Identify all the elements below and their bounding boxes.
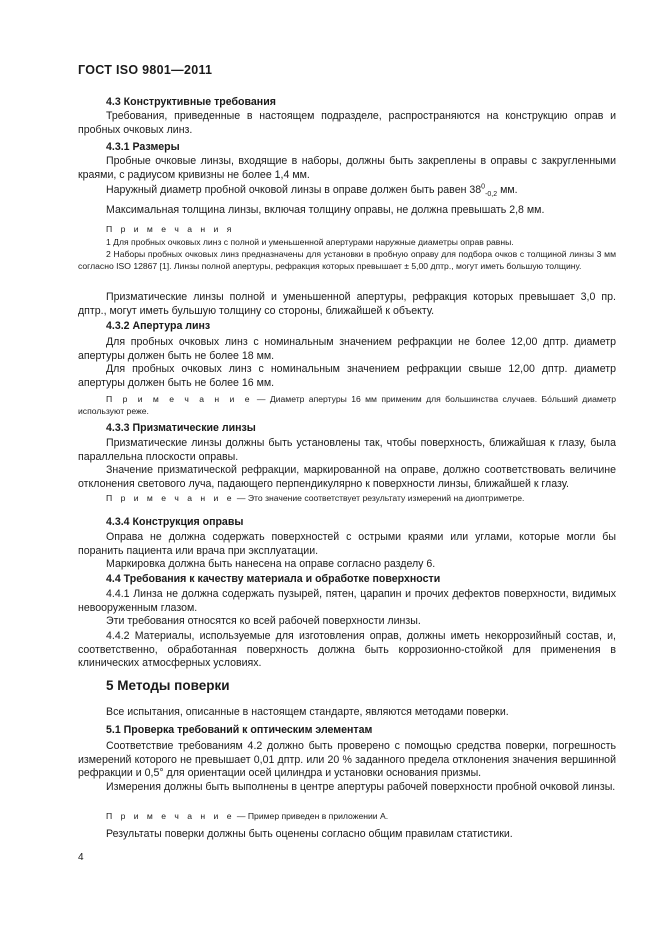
section-4-3-3-text-2: Значение призматической рефракции, маркированной на оправе, должно соответствовать величине отклонения светового луча, падающего перпендикулярно к поверхности линзы, ближайшей к глазу. (78, 464, 616, 490)
section-4-3-1-text-2: Наружный диаметр пробной очковой линзы в оправе должен быть равен $38^0_{-0,2}$ мм. (106, 183, 518, 199)
section-4-4-1-text-2: Эти требования относятся ко всей рабочей поверхности линзы. (106, 615, 421, 627)
section-4-3-4-text-1: Оправа не должна содержать поверхностей с острыми краями или углами, которые могли бы поранить пациента или врача при эксплуатации. (78, 531, 616, 557)
note-example: П р и м е ч а н и е — Пример приведен в приложении А. (106, 811, 389, 821)
section-4-4-1-text: 4.4.1 Линза не должна содержать пузырей, пятен, царапин и прочих дефектов поверхности, видимых невооруженным глазом. (78, 588, 616, 614)
section-4-3-1-text-1: Пробные очковые линзы, входящие в наборы, должны быть закреплены в оправы с закругленными краями, с радиусом кривизны не более 1,4 мм. (78, 155, 616, 181)
section-4-3-4-text-2: Маркировка должна быть нанесена на оправе согласно разделу 6. (106, 558, 436, 570)
section-4-3-4-heading: 4.3.4 Конструкция оправы (106, 516, 244, 528)
section-4-3-2-text-1: Для пробных очковых линз с номинальным значением рефракции не более 12,00 дптр. диаметр апертуры должен быть не более 18 мм. (78, 336, 616, 362)
section-4-3-2-text-2: Для пробных очковых линз с номинальным значением рефракции свыше 12,00 дптр. диаметр апертуры должен быть не более 16 мм. (78, 363, 616, 389)
section-4-3-1-text-3: Максимальная толщина линзы, включая толщину оправы, не должна превышать 2,8 мм. (106, 204, 545, 216)
section-4-3-3-heading: 4.3.3 Призматические линзы (106, 422, 256, 434)
section-4-3-2-heading: 4.3.2 Апертура линз (106, 320, 211, 332)
note-1: 1 Для пробных очковых линз с полной и уменьшенной апертурами наружные диаметры оправ равны. (106, 237, 514, 247)
section-5-heading: 5 Методы поверки (106, 678, 230, 693)
section-4-3-1-heading: 4.3.1 Размеры (106, 141, 180, 153)
note-prism: П р и м е ч а н и е — Это значение соответствует результату измерений на диоптриметре. (106, 493, 525, 503)
section-5-1-text-3: Результаты поверки должны быть оценены согласно общим правилам статистики. (106, 828, 513, 840)
section-4-3-1-text-4: Призматические линзы полной и уменьшенной апертуры, рефракция которых превышает 3,0 пр. дптр., могут иметь бульшую толщину со стороны, ближайшей к объекту. (78, 291, 616, 317)
standard-header: ГОСТ ISO 9801—2011 (78, 63, 213, 77)
section-4-3-3-text-1: Призматические линзы должны быть установлены так, чтобы поверхность, ближайшая к глазу, была параллельна плоскости оправы. (78, 437, 616, 463)
note-2: 2 Наборы пробных очковых линз предназначены для установки в пробную оправу для подбора очков с толщиной линзы 3 мм согласно ISO 12867 [1]. Линзы полной апертуры, рефракция которых превышает ± 5,00 дптр., могут иметь большую толщину. (78, 249, 616, 272)
section-5-1-text-2: Измерения должны быть выполнены в центре апертуры рабочей поверхности пробной очковой линзы. (106, 781, 616, 793)
note-aperture: П р и м е ч а н и е — Диаметр апертуры 16 мм применим для большинства случаев. Бо́льший диаметр используют реже. (78, 394, 616, 417)
section-5-text: Все испытания, описанные в настоящем стандарте, являются методами поверки. (106, 706, 509, 718)
page-number: 4 (78, 852, 84, 863)
section-4-3-text: Требования, приведенные в настоящем подразделе, распространяются на конструкцию оправ и пробных очковых линз. (78, 110, 616, 136)
section-5-1-heading: 5.1 Проверка требований к оптическим элементам (106, 724, 373, 736)
section-5-1-text-1: Соответствие требованиям 4.2 должно быть проверено с помощью средства поверки, погрешность измерений которого не превышает 0,01 дптр. или 20 % заданного предела отклонения значения вершинной рефракции и 0,5° для ориентации осей цилиндра и установки основания призмы. (78, 740, 616, 780)
section-4-3-heading: 4.3 Конструктивные требования (106, 96, 276, 108)
section-4-4-heading: 4.4 Требования к качеству материала и обработке поверхности (106, 573, 441, 585)
notes-label: П р и м е ч а н и я (106, 224, 235, 234)
section-4-4-2-text: 4.4.2 Материалы, используемые для изготовления оправ, должны иметь некоррозийный состав, и, соответственно, обработанная поверхность должна быть коррозионно-стойкой для применения в клинических атмосферных условиях. (78, 630, 616, 670)
